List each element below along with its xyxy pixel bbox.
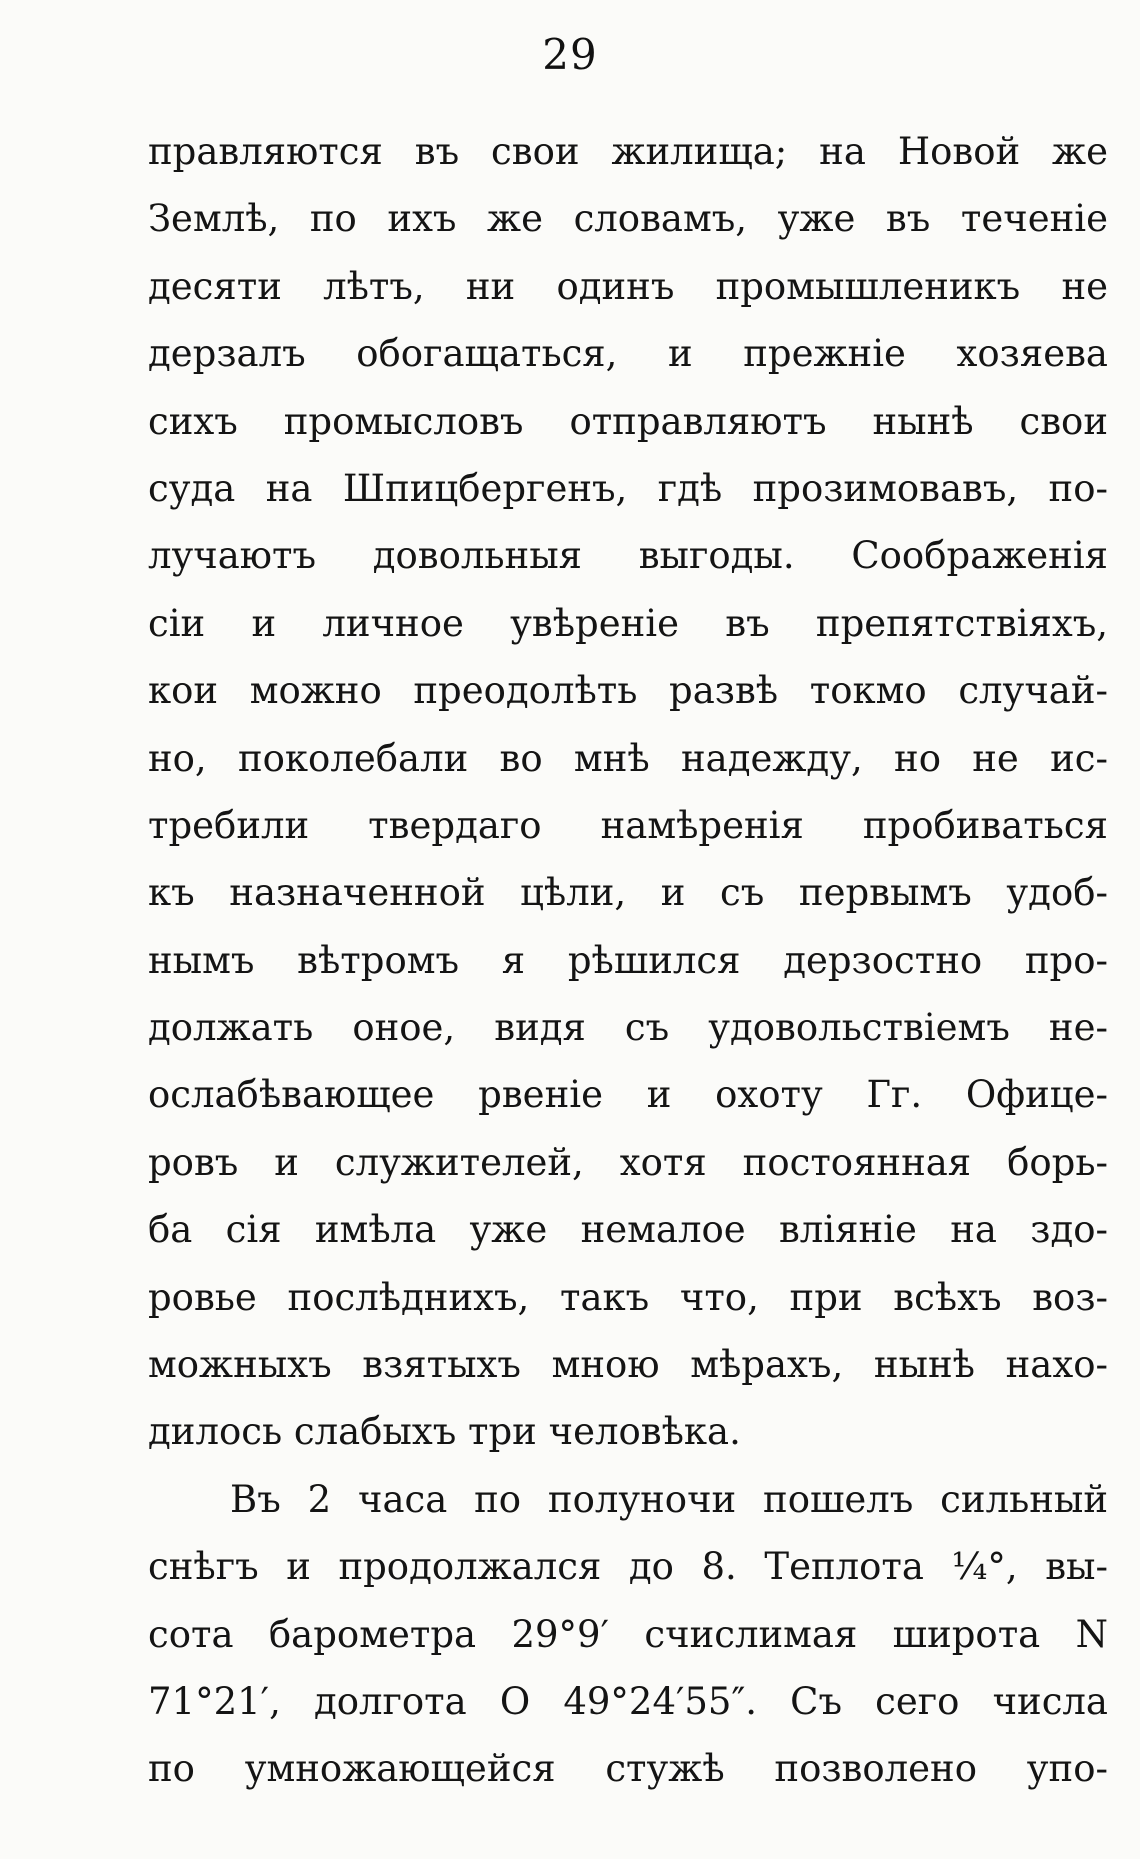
- text-line: снѣгъ и продолжался до 8. Теплота ¼°, вы-: [148, 1545, 1108, 1589]
- text-line: сіи и личное увѣреніе въ препятствіяхъ,: [148, 601, 1108, 645]
- text-line: сота барометра 29°9′ счислимая широта N: [148, 1612, 1108, 1656]
- text-line: Въ 2 часа по полуночи пошелъ сильный: [230, 1477, 1108, 1521]
- text-line: по умножающейся стужѣ позволено упо-: [148, 1747, 1108, 1791]
- text-line: требили твердаго намѣренія пробиваться: [148, 803, 1108, 847]
- text-line: Землѣ, по ихъ же словамъ, уже въ теченіе: [148, 197, 1108, 241]
- text-line: должать оное, видя съ удовольствіемъ не-: [148, 1006, 1108, 1050]
- text-line: ослабѣвающее рвеніе и охоту Гг. Офице-: [148, 1073, 1108, 1117]
- text-line: ровъ и служителей, хотя постоянная борь-: [148, 1140, 1108, 1184]
- text-line: суда на Шпицбергенъ, гдѣ прозимовавъ, по-: [148, 466, 1108, 510]
- text-line: лучаютъ довольныя выгоды. Соображенія: [148, 534, 1108, 578]
- text-line: дерзалъ обогащаться, и прежніе хозяева: [148, 332, 1108, 376]
- text-line: но, поколебали во мнѣ надежду, но не ис-: [148, 736, 1108, 780]
- page-number: 29: [542, 30, 598, 79]
- text-line: нымъ вѣтромъ я рѣшился дерзостно про-: [148, 938, 1108, 982]
- text-line: кои можно преодолѣть развѣ токмо случай-: [148, 669, 1108, 713]
- text-line: дилось слабыхъ три человѣка.: [148, 1410, 741, 1454]
- text-line: ба сія имѣла уже немалое вліяніе на здо-: [148, 1208, 1108, 1252]
- text-line: правляются въ свои жилища; на Новой же: [148, 130, 1108, 173]
- body-text: [148, 118, 1108, 1803]
- text-line: десяти лѣтъ, ни одинъ промышленикъ не: [148, 264, 1108, 308]
- text-line: 71°21′, долгота O 49°24′55″. Съ сего числа: [148, 1679, 1108, 1723]
- text-line: къ назначенной цѣли, и съ первымъ удоб-: [148, 871, 1108, 915]
- text-line: сихъ промысловъ отправляютъ нынѣ свои: [148, 399, 1108, 443]
- text-line: ровье послѣднихъ, такъ что, при всѣхъ воз-: [148, 1275, 1108, 1319]
- text-line: можныхъ взятыхъ мною мѣрахъ, нынѣ нахо-: [148, 1343, 1108, 1387]
